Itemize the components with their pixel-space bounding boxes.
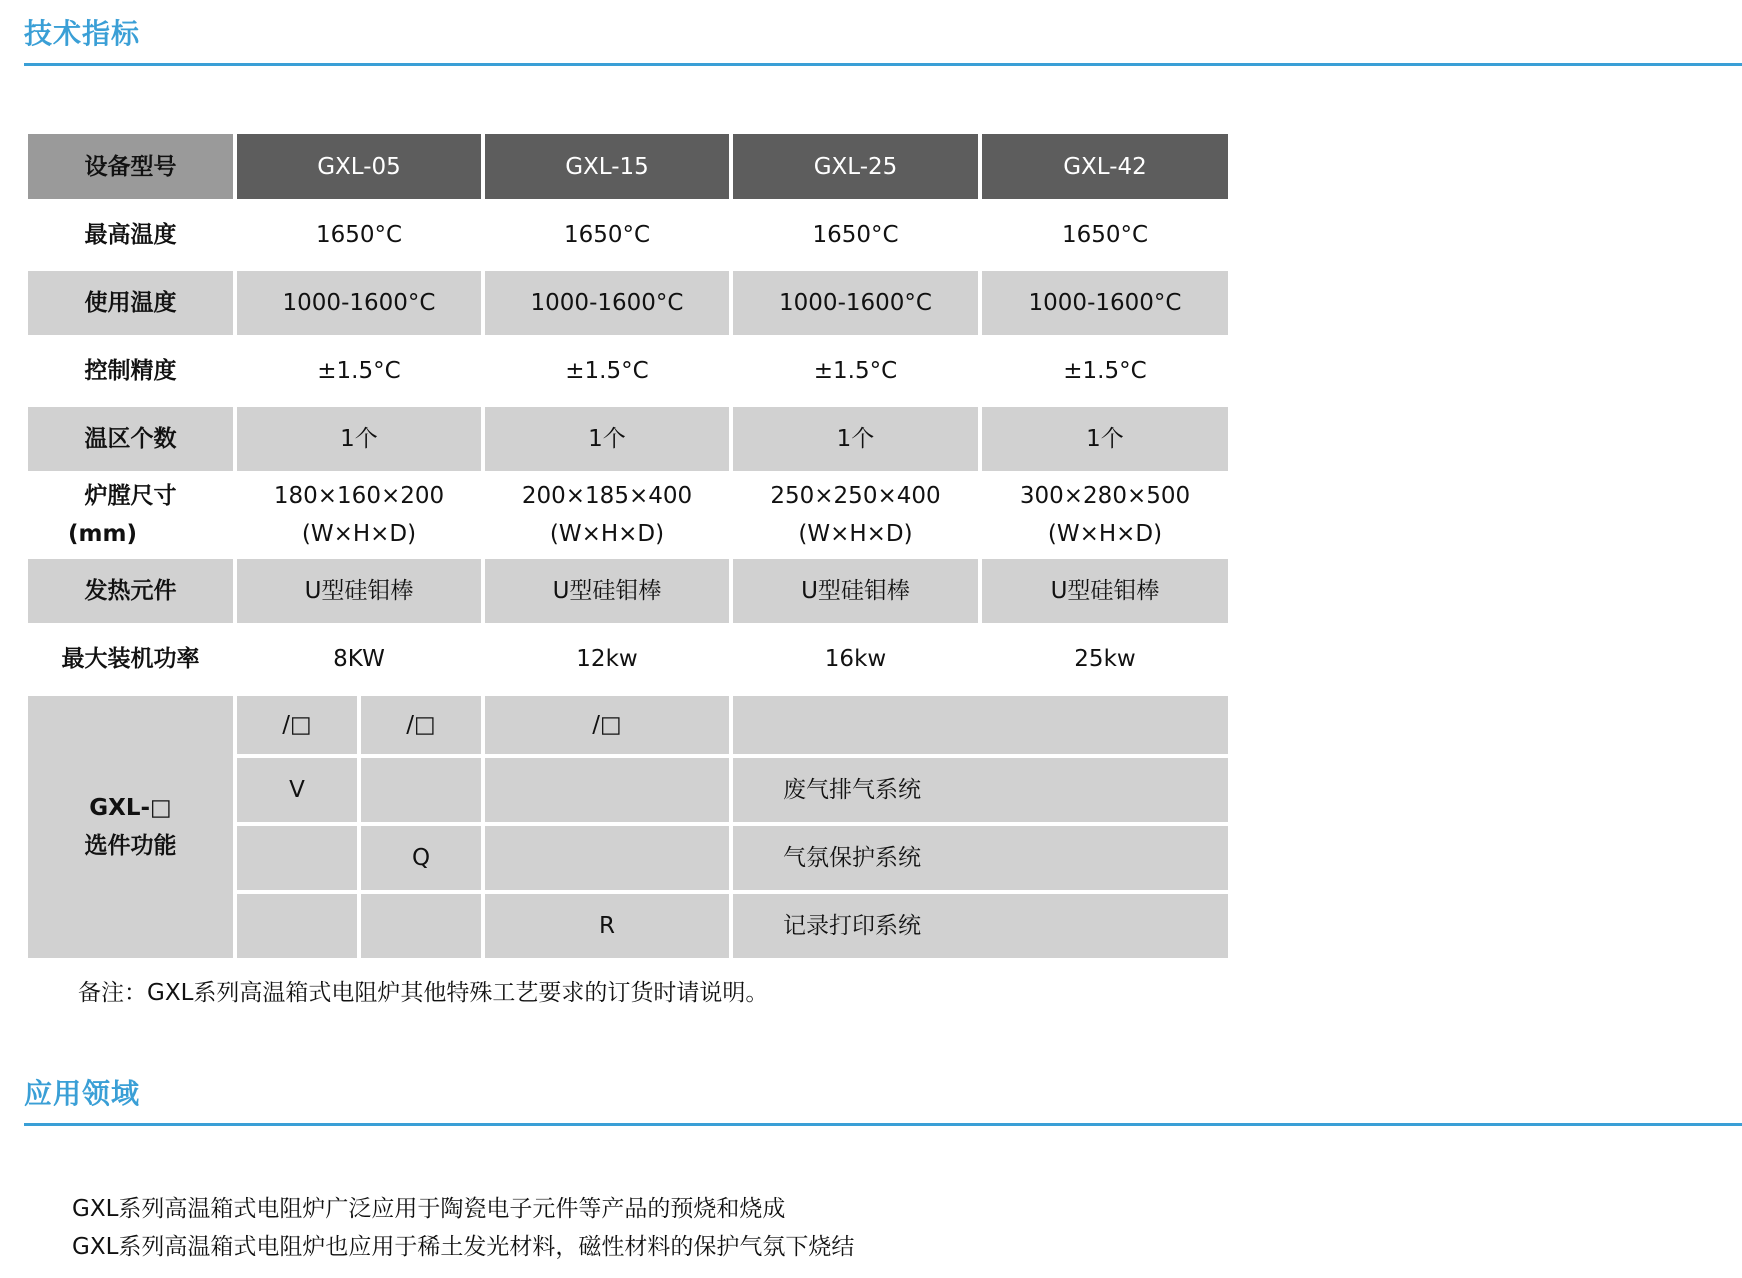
options-title: 选件功能 [84,833,177,859]
table-cell: 1650°C [982,203,1228,267]
row-label-max-power: 最大装机功率 [28,627,233,691]
table-cell: 1000-1600°C [982,271,1228,335]
application-section-rule [24,1123,1742,1126]
options-header-cell: /□ [361,696,481,754]
application-line: GXL系列高温箱式电阻炉也应用于稀土发光材料，磁性材料的保护气氛下烧结 [72,1234,855,1260]
row-label-chamber-size [28,475,233,555]
row-label-unit: (mm) [68,521,137,547]
dimension-unit: (W×H×D) [301,521,417,547]
options-label [28,696,233,958]
dimension-unit: (W×H×D) [798,521,913,547]
table-cell: U型硅钼棒 [982,559,1228,623]
option-code-cell: Q [361,826,481,890]
options-header-cell [733,696,1228,754]
option-code-cell [485,758,729,822]
options-header-cell: /□ [237,696,357,754]
option-code-cell [361,758,481,822]
table-cell: ±1.5°C [982,339,1228,403]
model-header-gxl-15: GXL-15 [485,134,729,199]
table-cell: 1650°C [733,203,978,267]
table-cell: ±1.5°C [237,339,481,403]
table-cell [237,475,481,555]
table-cell: 1000-1600°C [237,271,481,335]
row-label-control-accuracy: 控制精度 [28,339,233,403]
specs-section-rule [24,63,1742,66]
table-note: 备注：GXL系列高温箱式电阻炉其他特殊工艺要求的订货时请说明。 [78,980,769,1006]
row-label-line: 炉膛尺寸 [84,483,177,509]
row-label-operating-temp: 使用温度 [28,271,233,335]
table-cell: 1个 [237,407,481,471]
table-cell: 1650°C [237,203,481,267]
option-code-cell: V [237,758,357,822]
option-code-cell [237,894,357,958]
table-cell [982,475,1228,555]
option-code-cell: R [485,894,729,958]
option-desc-recorder: 记录打印系统 [733,894,1228,958]
table-cell [485,475,729,555]
row-label-zone-count: 温区个数 [28,407,233,471]
dimension-value: 180×160×200 [273,483,445,509]
model-header-gxl-42: GXL-42 [982,134,1228,199]
table-cell: 25kw [982,627,1228,691]
option-desc-exhaust: 废气排气系统 [733,758,1228,822]
table-cell: 1个 [733,407,978,471]
option-desc-atmosphere: 气氛保护系统 [733,826,1228,890]
table-cell: U型硅钼棒 [237,559,481,623]
table-cell: 8KW [237,627,481,691]
application-line: GXL系列高温箱式电阻炉广泛应用于陶瓷电子元件等产品的预烧和烧成 [72,1196,786,1222]
options-model-code: GXL-□ [89,795,172,821]
table-cell: 1个 [485,407,729,471]
application-section-title: 应用领域 [24,1077,141,1110]
table-cell: ±1.5°C [485,339,729,403]
table-cell: ±1.5°C [733,339,978,403]
table-cell [733,475,978,555]
dimension-value: 300×280×500 [1019,483,1191,509]
table-cell: 12kw [485,627,729,691]
table-cell: 16kw [733,627,978,691]
option-code-cell [237,826,357,890]
dimension-unit: (W×H×D) [1047,521,1163,547]
specs-section-title: 技术指标 [24,17,141,50]
table-cell: 1000-1600°C [485,271,729,335]
table-cell: U型硅钼棒 [733,559,978,623]
model-header-gxl-05: GXL-05 [237,134,481,199]
options-header-cell: /□ [485,696,729,754]
table-cell: U型硅钼棒 [485,559,729,623]
dimension-unit: (W×H×D) [549,521,665,547]
model-header-gxl-25: GXL-25 [733,134,978,199]
option-code-cell [361,894,481,958]
table-cell: 1个 [982,407,1228,471]
row-label-heating-element: 发热元件 [28,559,233,623]
dimension-value: 250×250×400 [770,483,941,509]
header-label-cell: 设备型号 [28,134,233,199]
option-code-cell [485,826,729,890]
row-label-max-temp: 最高温度 [28,203,233,267]
dimension-value: 200×185×400 [521,483,693,509]
table-cell: 1000-1600°C [733,271,978,335]
table-cell: 1650°C [485,203,729,267]
